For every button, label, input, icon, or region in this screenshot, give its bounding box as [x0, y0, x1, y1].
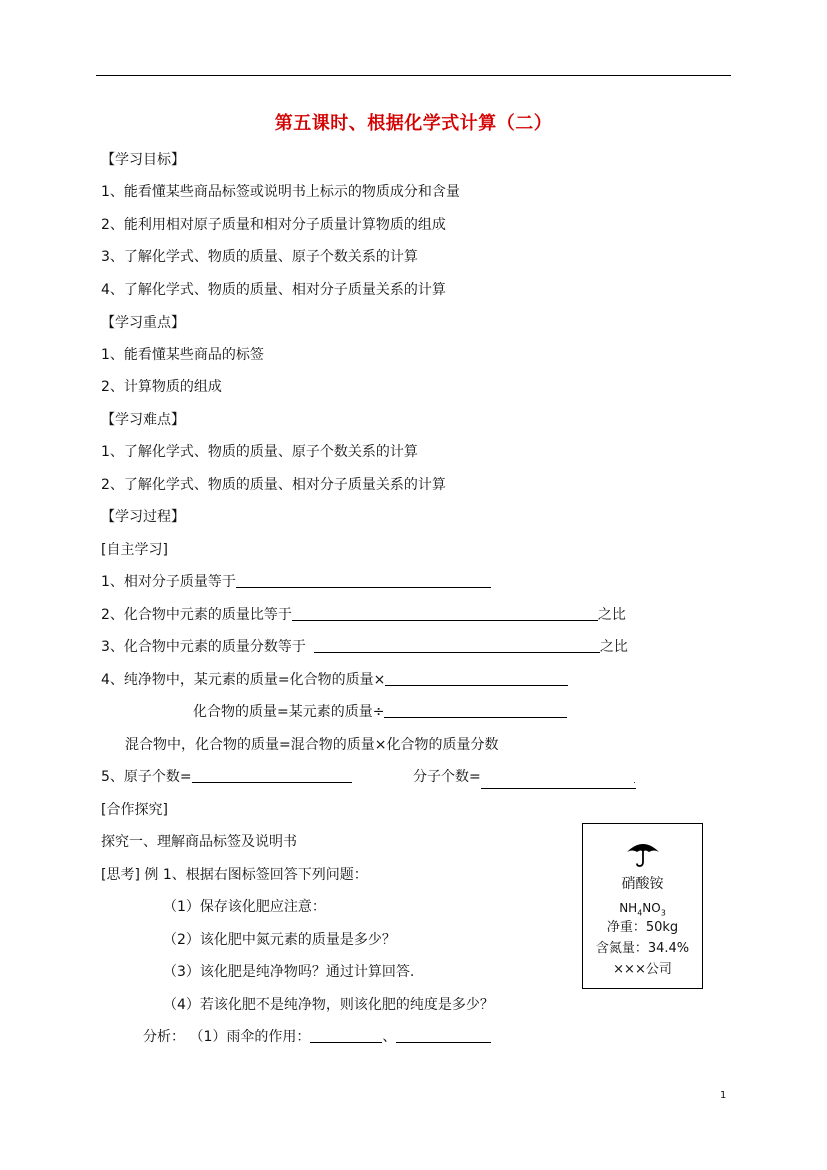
process-header: 【学习过程】	[101, 509, 185, 525]
q3-text: 3、化合物中元素的质量分数等于	[101, 639, 306, 655]
analysis-blank-2	[396, 1028, 491, 1043]
q3-blank	[314, 638, 600, 653]
q4b-text: 化合物的质量=某元素的质量÷	[193, 704, 385, 720]
fertilizer-label	[582, 823, 703, 989]
question-item: （2）该化肥中氮元素的质量是多少？	[163, 932, 396, 948]
q2-suffix: 之比	[597, 607, 626, 623]
q5a-blank	[192, 768, 352, 783]
self-study-q4	[101, 671, 568, 689]
q5-dot: .	[633, 776, 636, 785]
explore-heading: 探究一、理解商品标签及说明书	[101, 834, 297, 850]
self-study-q5a	[101, 768, 352, 786]
analysis-text: 分析： （1）雨伞的作用：	[143, 1029, 311, 1045]
analysis-line	[143, 1028, 491, 1046]
label-nitrogen: 含氮量：34.4%	[595, 941, 690, 956]
label-net-weight: 净重：50kg	[606, 920, 679, 935]
q1-text: 1、相对分子质量等于	[101, 574, 236, 590]
difficulty-item: 2、了解化学式、物质的质量、相对分子质量关系的计算	[101, 477, 446, 493]
difficulty-item: 1、了解化学式、物质的质量、原子个数关系的计算	[101, 444, 418, 460]
goals-header: 【学习目标】	[101, 152, 185, 168]
q4b-blank	[384, 703, 567, 718]
q5b-text: 分子个数=	[413, 769, 481, 785]
page-number: 1	[720, 1090, 727, 1101]
goal-item: 4、了解化学式、物质的质量、相对分子质量关系的计算	[101, 282, 446, 298]
q2-text: 2、化合物中元素的质量比等于	[101, 607, 292, 623]
key-item: 2、计算物质的组成	[101, 379, 222, 395]
self-study-q4b	[193, 703, 567, 721]
q3-suffix: 之比	[599, 639, 628, 655]
self-study-q5b	[413, 768, 636, 789]
goal-item: 1、能看懂某些商品标签或说明书上标示的物质成分和含量	[101, 184, 460, 200]
question-item: （3）该化肥是纯净物吗？通过计算回答.	[163, 964, 415, 980]
q4-text: 4、纯净物中，某元素的质量=化合物的质量×	[101, 672, 386, 688]
analysis-blank-1	[310, 1028, 382, 1043]
page-title: 第五课时、根据化学式计算（二）	[274, 113, 553, 134]
label-formula: $NH_4NO_3$	[619, 901, 666, 918]
goal-item: 2、能利用相对原子质量和相对分子质量计算物质的组成	[101, 217, 446, 233]
self-study-q1	[101, 573, 491, 591]
key-header: 【学习重点】	[101, 315, 185, 331]
difficulty-header: 【学习难点】	[101, 412, 185, 428]
q5b-blank	[481, 774, 636, 789]
goal-item: 3、了解化学式、物质的质量、原子个数关系的计算	[101, 249, 418, 265]
question-item: （4）若该化肥不是纯净物，则该化肥的纯度是多少？	[163, 997, 494, 1013]
question-item: （1）保存该化肥应注意：	[163, 899, 326, 915]
coop-header: [合作探究]	[101, 802, 168, 818]
analysis-sep: 、	[382, 1029, 397, 1045]
q4-blank	[385, 671, 568, 686]
q5a-text: 5、原子个数=	[101, 769, 192, 785]
think-prompt: [思考] 例 1、根据右图标签回答下列问题：	[101, 867, 368, 883]
label-name: 硝酸铵	[621, 876, 664, 892]
q1-blank	[236, 573, 491, 588]
self-study-q3	[101, 638, 628, 656]
self-study-q4c: 混合物中，化合物的质量=混合物的质量×化合物的质量分数	[125, 737, 499, 753]
key-item: 1、能看懂某些商品的标签	[101, 347, 264, 363]
self-study-header: [自主学习]	[101, 542, 168, 558]
label-company: ×××公司	[613, 962, 672, 977]
self-study-q2	[101, 606, 626, 624]
header-rule	[96, 75, 731, 76]
q2-blank	[292, 606, 598, 621]
umbrella-icon	[625, 839, 661, 867]
